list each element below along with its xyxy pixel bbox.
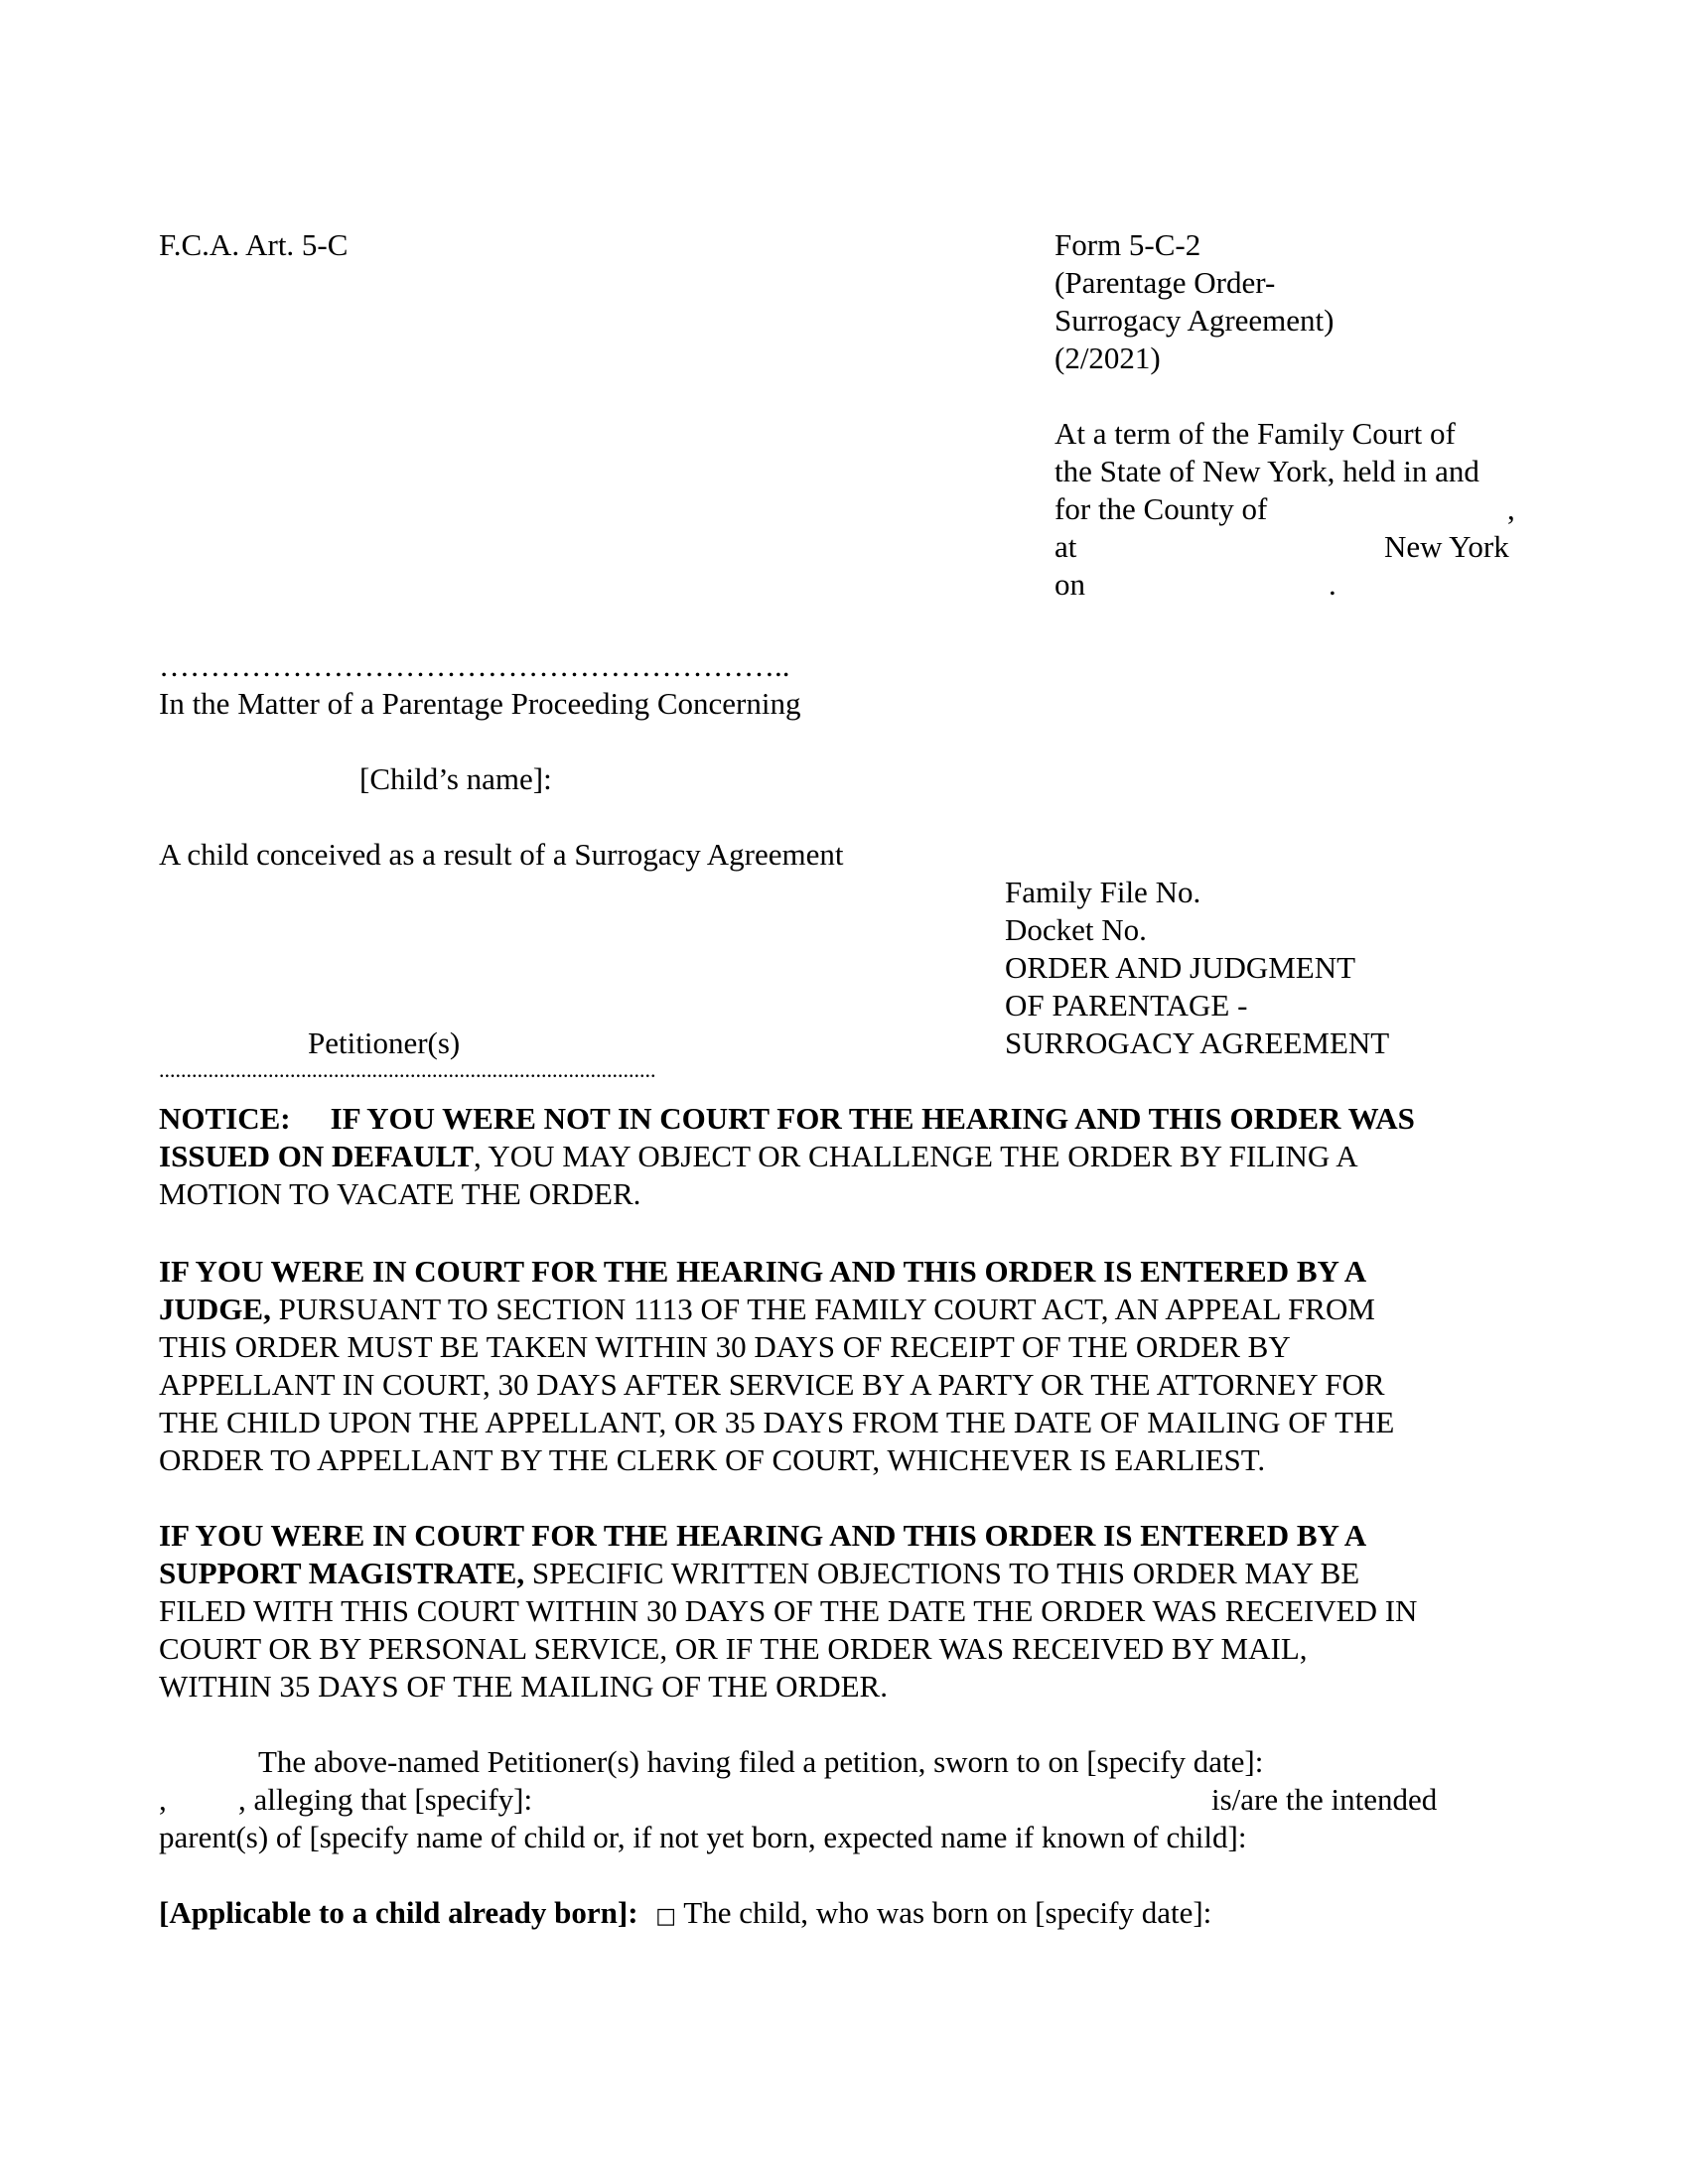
petition-line2 xyxy=(159,1781,1529,1819)
notice-label: NOTICE: xyxy=(159,1101,291,1136)
form-title-line1: (Parentage Order- xyxy=(1055,265,1276,300)
order-title-line2: OF PARENTAGE - xyxy=(1005,988,1248,1023)
petition-line1: The above-named Petitioner(s) having filed a petition, sworn to on [specify date]: xyxy=(258,1744,1264,1779)
form-title-line2: Surrogacy Agreement) xyxy=(1055,303,1335,338)
notice-p2-rest-l2: PURSUANT TO SECTION 1113 OF THE FAMILY COURT ACT, AN APPEAL FROM xyxy=(270,1292,1375,1326)
state-name: New York xyxy=(1384,529,1509,564)
form-date: (2/2021) xyxy=(1055,341,1161,375)
notice-p3-l5: WITHIN 35 DAYS OF THE MAILING OF THE ORDER. xyxy=(159,1669,888,1704)
notice-paragraph-3 xyxy=(159,1517,1417,1706)
notice-p1-bold-l2: ISSUED ON DEFAULT xyxy=(159,1139,474,1173)
child-born-text: The child, who was born on [specify date]: xyxy=(683,1895,1212,1930)
form-number: Form 5-C-2 xyxy=(1055,227,1201,262)
applicable-label: [Applicable to a child already born]: xyxy=(159,1895,638,1930)
notice-p3-bold-l2: SUPPORT MAGISTRATE, xyxy=(159,1556,525,1590)
at-label: at xyxy=(1055,529,1077,564)
case-info-block xyxy=(1005,874,1389,1062)
caption-dots-bottom: ........................................................................................... xyxy=(159,1057,656,1082)
matter-heading: In the Matter of a Parentage Proceeding Concerning xyxy=(159,686,801,721)
county-label: for the County of xyxy=(1055,491,1268,526)
notice-p2-l6: ORDER TO APPELLANT BY THE CLERK OF COURT, WHICHEVER IS EARLIEST. xyxy=(159,1442,1266,1477)
notice-p3-l3: FILED WITH THIS COURT WITHIN 30 DAYS OF THE DATE THE ORDER WAS RECEIVED IN xyxy=(159,1593,1418,1628)
notice-p2-l3: THIS ORDER MUST BE TAKEN WITHIN 30 DAYS OF RECEIPT OF THE ORDER BY xyxy=(159,1329,1291,1364)
child-description: A child conceived as a result of a Surrogacy Agreement xyxy=(159,837,844,872)
child-name-label: [Child’s name]: xyxy=(359,761,552,796)
court-term-block xyxy=(1055,415,1531,604)
notice-paragraph-2 xyxy=(159,1253,1394,1479)
statute-reference: F.C.A. Art. 5-C xyxy=(159,227,349,262)
petitioner-label: Petitioner(s) xyxy=(308,1025,461,1060)
county-comma: , xyxy=(1507,491,1515,526)
docket-number: Docket No. xyxy=(1005,912,1147,947)
court-term-line2: the State of New York, held in and xyxy=(1055,454,1479,488)
petition-intended: is/are the intended xyxy=(1211,1782,1438,1817)
order-title-line3: SURROGACY AGREEMENT xyxy=(1005,1025,1390,1060)
petition-alleging: , alleging that [specify]: xyxy=(238,1782,533,1817)
notice-p1-rest-l2: , YOU MAY OBJECT OR CHALLENGE THE ORDER BY FILING A xyxy=(473,1139,1358,1173)
court-term-line1: At a term of the Family Court of xyxy=(1055,416,1456,451)
on-period: . xyxy=(1329,567,1336,602)
notice-p2-l4: APPELLANT IN COURT, 30 DAYS AFTER SERVICE BY A PARTY OR THE ATTORNEY FOR xyxy=(159,1367,1385,1402)
court-term-on-line xyxy=(1055,566,1531,604)
child-born-line xyxy=(159,1894,1211,1936)
notice-p3-l4: COURT OR BY PERSONAL SERVICE, OR IF THE ORDER WAS RECEIVED BY MAIL, xyxy=(159,1631,1308,1666)
petition-line3: parent(s) of [specify name of child or, if not yet born, expected name if known of child]: xyxy=(159,1820,1247,1854)
court-term-at-line xyxy=(1055,528,1531,566)
child-born-checkbox[interactable]: □ xyxy=(655,1904,677,1929)
petition-comma: , xyxy=(159,1782,167,1817)
on-label: on xyxy=(1055,567,1085,602)
notice-p1-l3: MOTION TO VACATE THE ORDER. xyxy=(159,1176,641,1211)
court-term-county-line xyxy=(1055,490,1531,528)
notice-p2-l5: THE CHILD UPON THE APPELLANT, OR 35 DAYS FROM THE DATE OF MAILING OF THE xyxy=(159,1405,1395,1439)
caption-dots-top: …………………………………………………….. xyxy=(159,648,790,683)
form-info-block xyxy=(1055,226,1334,377)
notice-p2-bold-l2: JUDGE, xyxy=(159,1292,271,1326)
notice-p2-bold-l1: IF YOU WERE IN COURT FOR THE HEARING AND THIS ORDER IS ENTERED BY A xyxy=(159,1254,1367,1289)
notice-p3-rest-l2: SPECIFIC WRITTEN OBJECTIONS TO THIS ORDER MAY BE xyxy=(524,1556,1360,1590)
notice-p3-bold-l1: IF YOU WERE IN COURT FOR THE HEARING AND THIS ORDER IS ENTERED BY A xyxy=(159,1518,1367,1553)
petition-paragraph xyxy=(159,1743,1529,1856)
notice-paragraph-1 xyxy=(159,1100,1415,1213)
order-title-line1: ORDER AND JUDGMENT xyxy=(1005,950,1356,985)
family-file-number: Family File No. xyxy=(1005,875,1201,909)
notice-p1-bold-l1: IF YOU WERE NOT IN COURT FOR THE HEARING AND THIS ORDER WAS xyxy=(330,1101,1415,1136)
